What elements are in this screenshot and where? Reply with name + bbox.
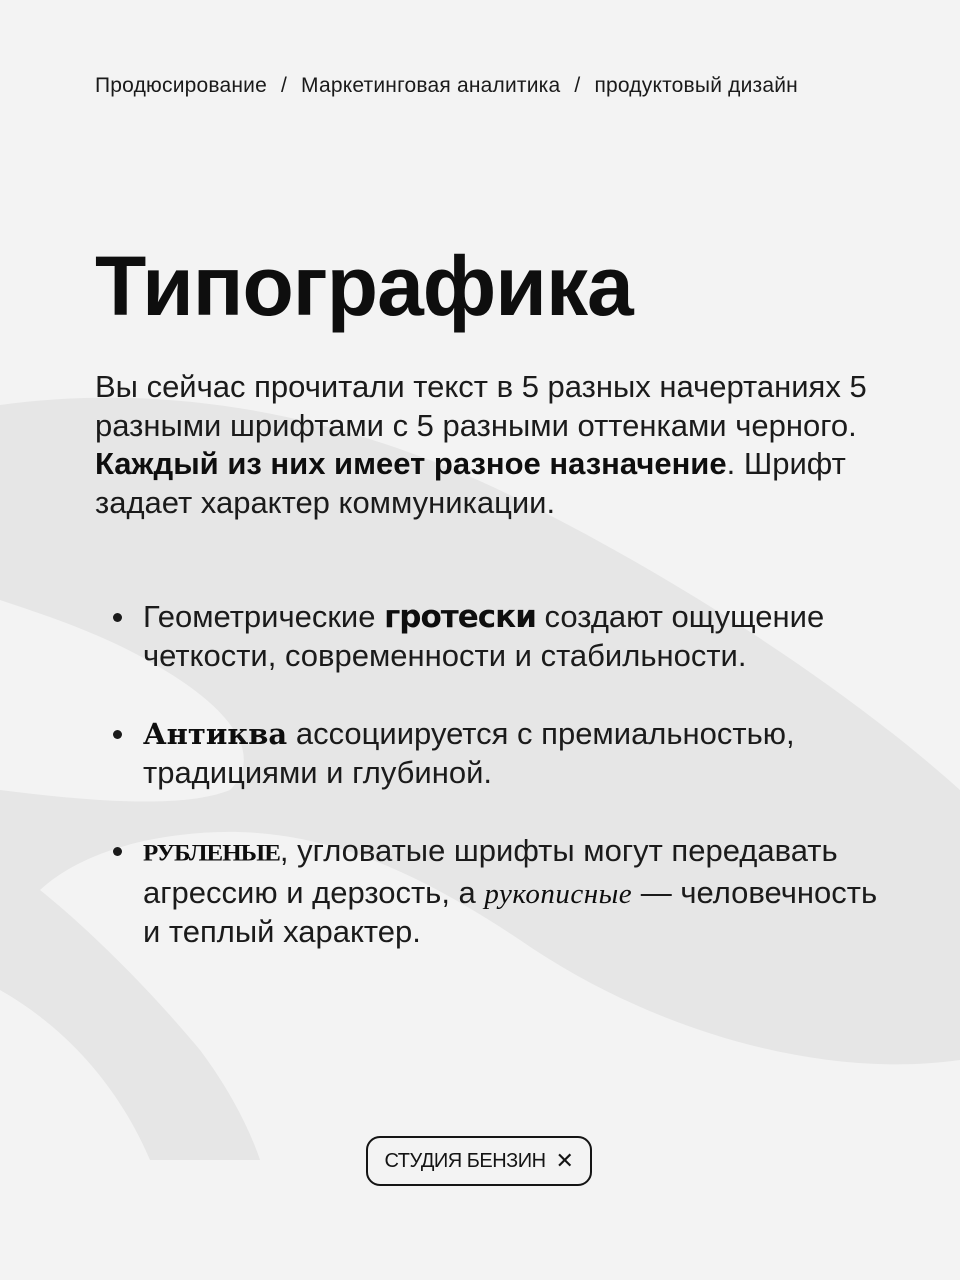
intro-text-part1: Вы сейчас прочитали текст в 5 разных начертаниях 5 разными шрифтами с 5 разными оттенками черного. xyxy=(95,369,867,443)
font-types-list xyxy=(95,598,885,952)
breadcrumb-item-product-design[interactable]: продуктовый дизайн xyxy=(594,74,798,97)
bullet-icon xyxy=(113,613,122,622)
intro-bold-text: Каждый из них имеет разное назначение xyxy=(95,446,727,481)
list-item-text: создают ощущение четкости, современности и стабильности. xyxy=(143,599,825,673)
intro-text-part2: . Шрифт задает характер коммуникации. xyxy=(95,446,846,520)
bullet-icon xyxy=(113,730,122,739)
grotesque-sample-word: гротески xyxy=(384,599,536,635)
brand-label: СТУДИЯ БЕНЗИН xyxy=(384,1149,546,1172)
antiqua-sample-word: Антиква xyxy=(143,717,288,751)
list-item-grotesque xyxy=(95,598,885,675)
intro-paragraph xyxy=(95,368,885,522)
breadcrumb-separator: / xyxy=(281,74,288,97)
breadcrumb-separator: / xyxy=(574,74,581,97)
breadcrumb-item-marketing-analytics[interactable]: Маркетинговая аналитика xyxy=(301,74,561,97)
studio-brand-badge[interactable] xyxy=(366,1136,592,1186)
page-title: Типографика xyxy=(95,239,633,333)
list-item-text: — человечность и теплый характер. xyxy=(143,874,878,949)
chopped-sample-word: РУБЛЕНЫЕ xyxy=(143,841,280,866)
bullet-icon xyxy=(113,847,122,856)
list-item-text: , угловатые шрифты могут передавать агрессию и дерзость, а xyxy=(143,833,838,910)
list-item-antiqua xyxy=(95,715,885,792)
list-item-chopped-handwritten xyxy=(95,832,885,952)
handwritten-sample-word: рукописные xyxy=(484,877,633,910)
breadcrumb xyxy=(95,74,798,98)
list-item-lead: Геометрические xyxy=(143,599,385,634)
brand-cross-icon: ✕ xyxy=(555,1148,574,1173)
list-item-text: ассоциируется с премиальностью, традициями и глубиной. xyxy=(143,716,795,790)
breadcrumb-item-production[interactable]: Продюсирование xyxy=(95,74,267,97)
